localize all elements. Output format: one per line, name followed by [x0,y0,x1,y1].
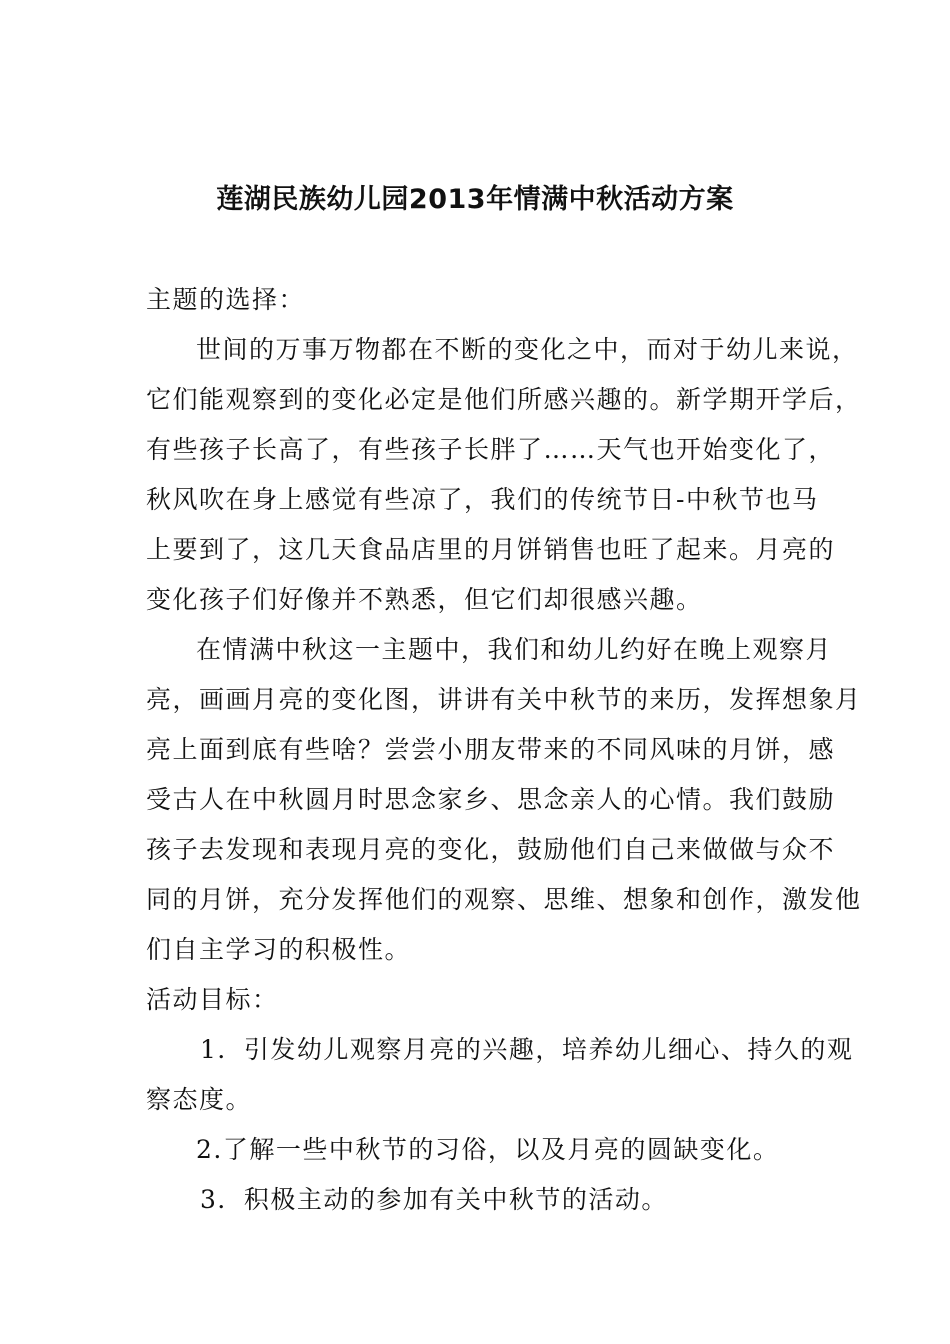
paragraph-line: 孩子去发现和表现月亮的变化，鼓励他们自己来做做与众不 [146,835,836,864]
section-heading-goals: 活动目标： [146,985,279,1014]
paragraph-line: 秋风吹在身上感觉有些凉了，我们的传统节日-中秋节也马 [146,485,819,514]
paragraph-line: 它们能观察到的变化必定是他们所感兴趣的。新学期开学后， [146,385,862,414]
paragraph-line: 亮，画画月亮的变化图，讲讲有关中秋节的来历，发挥想象月 [146,685,862,714]
paragraph-line: 受古人在中秋圆月时思念家乡、思念亲人的心情。我们鼓励 [146,785,836,814]
section-heading-theme: 主题的选择： [146,285,306,314]
paragraph-line: 上要到了，这几天食品店里的月饼销售也旺了起来。月亮的 [146,535,836,564]
paragraph-line: 有些孩子长高了，有些孩子长胖了……天气也开始变化了， [146,435,836,464]
document-title: 莲湖民族幼儿园2013年情满中秋活动方案 [216,184,734,215]
paragraph-line: 变化孩子们好像并不熟悉，但它们却很感兴趣。 [146,585,703,614]
paragraph-line: 们自主学习的积极性。 [146,935,412,964]
paragraph-line: 亮上面到底有些啥？尝尝小朋友带来的不同风味的月饼，感 [146,735,836,764]
goal-item: 1．引发幼儿观察月亮的兴趣，培养幼儿细心、持久的观 [200,1035,854,1064]
paragraph-line: 世间的万事万物都在不断的变化之中，而对于幼儿来说， [196,335,859,364]
paragraph-line: 同的月饼，充分发挥他们的观察、思维、想象和创作，激发他 [146,885,862,914]
goal-item-continuation: 察态度。 [146,1085,253,1114]
paragraph-line: 在情满中秋这一主题中，我们和幼儿约好在晚上观察月 [196,635,833,664]
goal-item: 2.了解一些中秋节的习俗，以及月亮的圆缺变化。 [196,1135,780,1164]
goal-item: 3．积极主动的参加有关中秋节的活动。 [200,1185,668,1214]
